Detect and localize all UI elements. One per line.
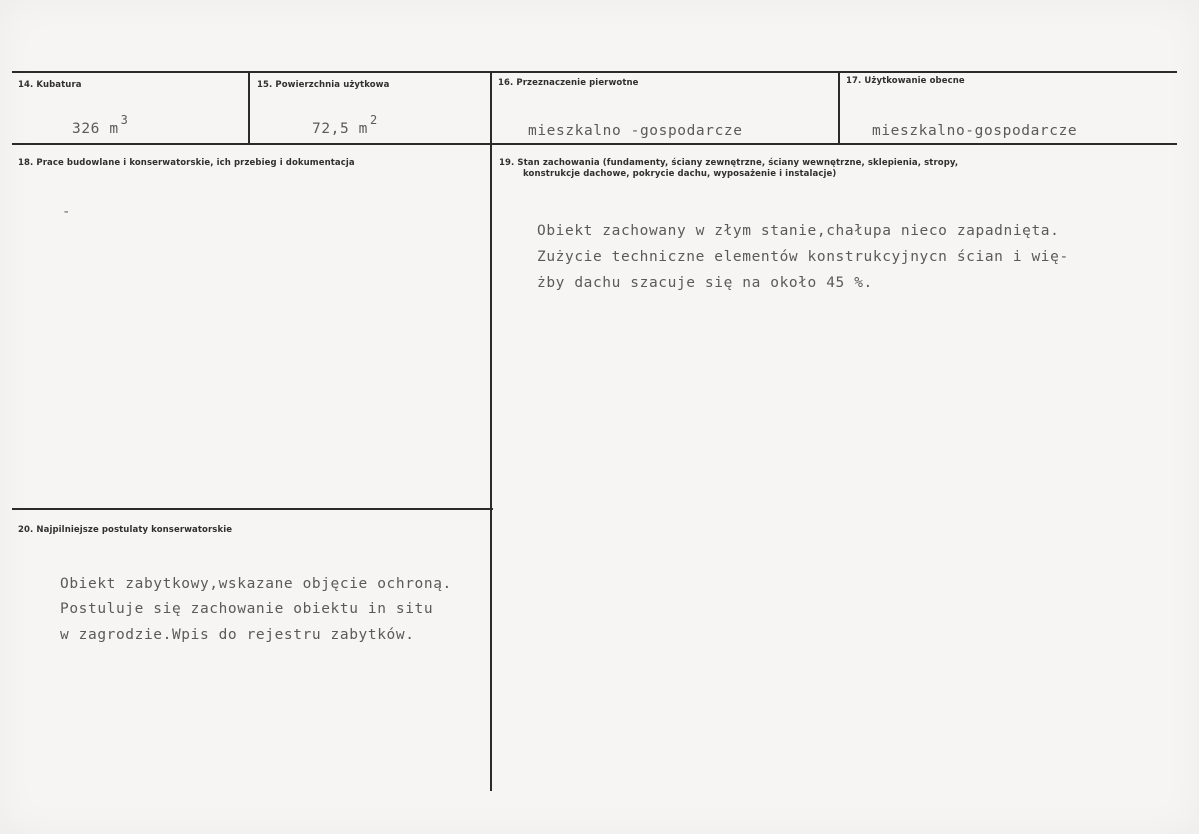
top-rule bbox=[12, 71, 1177, 73]
field-14-label: 14. Kubatura bbox=[18, 80, 82, 90]
field-19-label-line2: konstrukcje dachowe, pokrycie dachu, wyposażenie i instalacje) bbox=[523, 169, 837, 179]
field-17-value: mieszkalno-gospodarcze bbox=[872, 123, 1078, 139]
field-14-value-text: 326 m bbox=[72, 121, 119, 137]
field-15-value-text: 72,5 m bbox=[312, 121, 368, 137]
field-19-line-3: żby dachu szacuje się na około 45 %. bbox=[537, 275, 873, 291]
field-15-sup: 2 bbox=[369, 113, 378, 127]
field-19-label-line1: 19. Stan zachowania (fundamenty, ściany zewnętrzne, ściany wewnętrzne, sklepienia, stropy, bbox=[499, 158, 959, 168]
section-18-20-divider bbox=[12, 508, 493, 510]
field-16-label: 16. Przeznaczenie pierwotne bbox=[498, 78, 639, 88]
field-20-line-1: Obiekt zabytkowy,wskazane objęcie ochroną. bbox=[60, 576, 452, 592]
col-divider-3 bbox=[838, 71, 840, 145]
field-16-value: mieszkalno -gospodarcze bbox=[528, 123, 743, 139]
field-19-line-1: Obiekt zachowany w złym stanie,chałupa nieco zapadnięta. bbox=[537, 223, 1060, 239]
field-20-line-3: w zagrodzie.Wpis do rejestru zabytków. bbox=[60, 627, 415, 643]
field-20-line-2: Postuluje się zachowanie obiektu in situ bbox=[60, 601, 434, 617]
col-divider-2 bbox=[490, 71, 492, 791]
field-18-label: 18. Prace budowlane i konserwatorskie, ich przebieg i dokumentacja bbox=[18, 158, 355, 168]
col-divider-1 bbox=[248, 71, 250, 145]
field-17-label: 17. Użytkowanie obecne bbox=[846, 76, 965, 86]
field-15-value bbox=[312, 113, 378, 142]
field-14-value bbox=[72, 113, 129, 142]
field-15-label: 15. Powierzchnia użytkowa bbox=[257, 80, 390, 90]
field-19-line-2: Zużycie techniczne elementów konstrukcyjnycn ścian i wię- bbox=[537, 249, 1069, 265]
field-20-label: 20. Najpilniejsze postulaty konserwatorskie bbox=[18, 525, 233, 535]
field-14-sup: 3 bbox=[120, 113, 129, 127]
field-18-value: - bbox=[62, 204, 71, 220]
